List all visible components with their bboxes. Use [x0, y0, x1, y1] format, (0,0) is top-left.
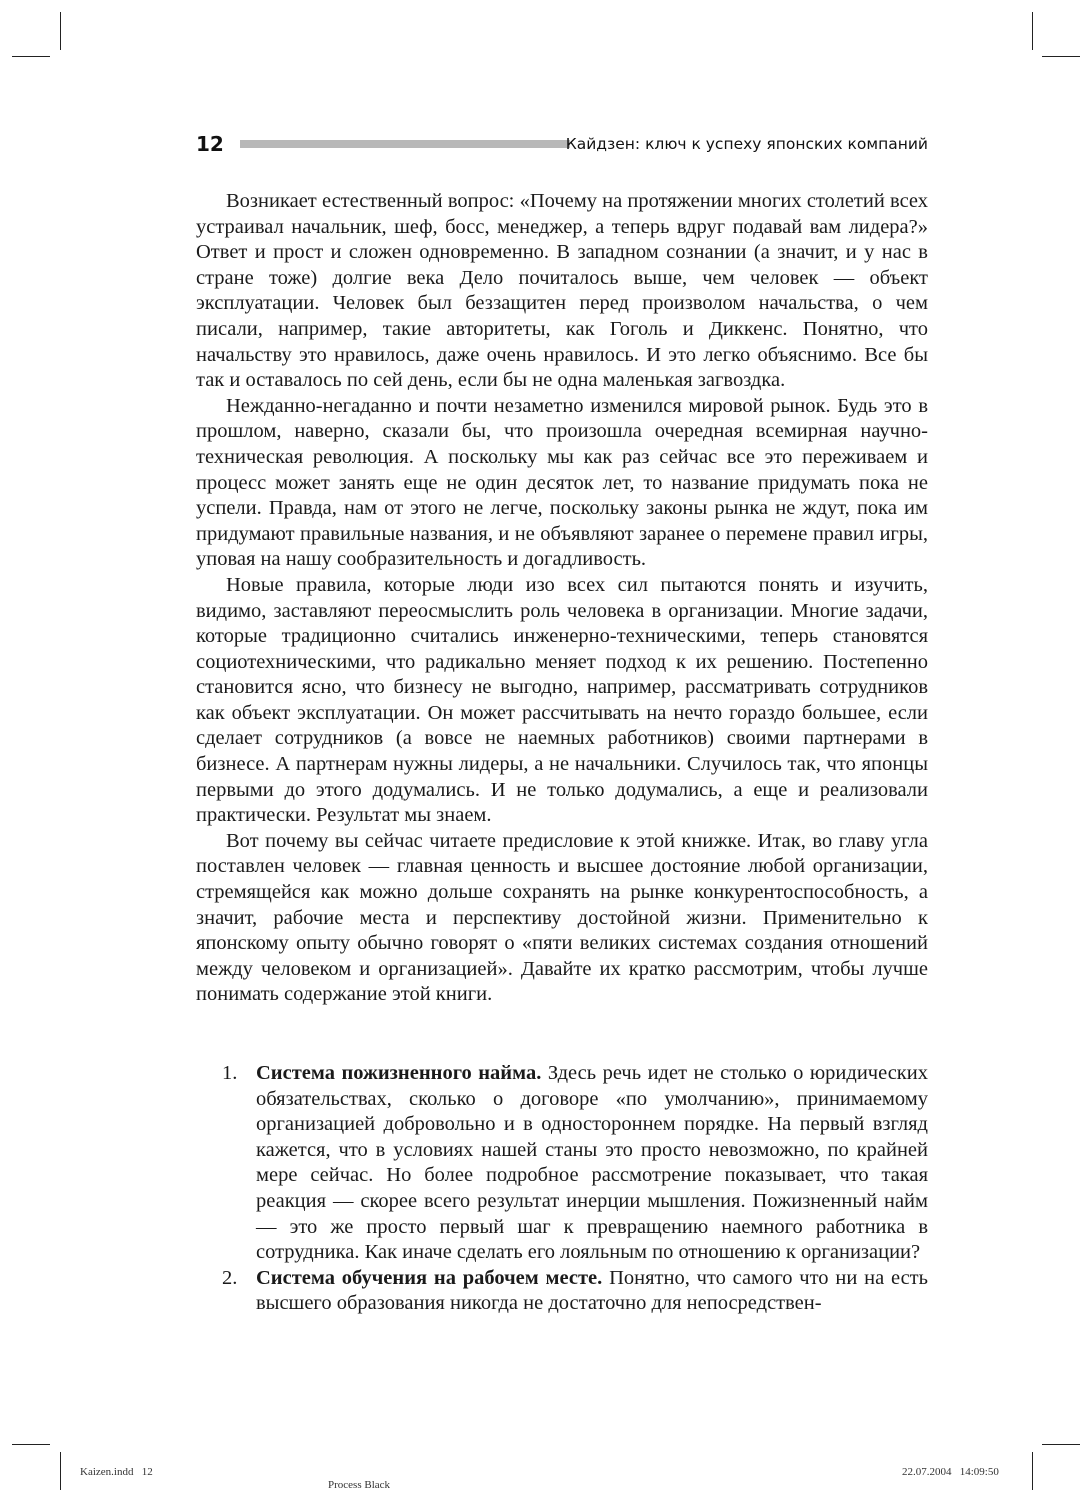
list-item-heading: Система обучения на рабочем месте. [256, 1266, 603, 1289]
list-item-text: Понятно, что самого что ни на есть высшего образования никогда не достаточно для непосредствен- [256, 1266, 928, 1315]
crop-mark-bottom-left-horizontal [12, 1444, 50, 1445]
page-header [196, 130, 928, 158]
list-item [222, 1061, 928, 1266]
paragraph: Нежданно-негаданно и почти незаметно изменился мировой рынок. Будь это в прошлом, наверно, сказали бы, что произошла очередная всемирная научно-техническая революция. А поскольку мы как раз сейчас все это переживаем и процесс может занять еще не один десяток лет, то название придумать пока не успели. Правда, нам от этого не легче, поскольку законы рынка не ждут, пока им придумают правильные названия, и не объявляют заранее о перемене правил игры, уповая на нашу сообразительность и догадливость. [196, 394, 928, 571]
numbered-list [222, 1061, 928, 1317]
running-title: Кайдзен: ключ к успеху японских компаний [565, 135, 928, 153]
list-item-number: 2. [222, 1266, 238, 1289]
body-text [196, 189, 928, 1008]
list-item [222, 1266, 928, 1317]
crop-mark-top-left-vertical [60, 12, 61, 50]
crop-mark-bottom-right-horizontal [1042, 1444, 1080, 1445]
paragraph: Новые правила, которые люди изо всех сил пытаются понять и изучить, видимо, заставляют переосмыслить роль человека в организации. Многие задачи, которые традиционно считались инженерно-техническими, теперь становятся социотехническими, что радикально меняет подход к их решению. Постепенно становится ясно, что бизнесу не выгодно, например, рассматривать сотрудников как объект эксплуатации. Он может рассчитывать на нечто гораздо большее, если сделает сотрудников (а вовсе не наемных работников) своими партнерами в бизнесе. А партнерам нужны лидеры, а не начальники. Случилось так, что японцы первыми до этого додумались. И не только додумались, а еще и реализовали практически. Результат мы знаем. [196, 573, 928, 827]
page-number: 12 [196, 132, 224, 156]
paragraph: Вот почему вы сейчас читаете предисловие к этой книжке. Итак, во главу угла поставлен человек — главная ценность и высшее достояние любой организации, стремящейся как можно дольше сохранять на рынке конкурентоспособность, а значит, рабочие места и перспективу достойной жизни. Применительно к японскому опыту обычно говорят о «пяти великих системах создания отношений между человеком и организацией». Давайте их кратко рассмотрим, чтобы лучше понимать содержание этой книги. [196, 829, 928, 1006]
slug-date: 22.07.2004 14:09:50 [902, 1466, 999, 1478]
crop-mark-top-right-vertical [1032, 12, 1033, 50]
list-item-heading: Система пожизненного найма. [256, 1062, 542, 1084]
paragraph: Возникает естественный вопрос: «Почему на протяжении многих столетий всех устраивал начальник, шеф, босс, менеджер, а теперь вдруг подавай вам лидера?» Ответ и прост и сложен одновременно. В западном сознании (а значит, и у нас в стране тоже) долгие века Дело почиталось выше, чем человек — объект эксплуатации. Человек был беззащитен перед произволом начальства, о чем писали, например, такие авторитеты, как Гоголь и Диккенс. Понятно, что начальству это нравилось, даже очень нравилось. И это легко объяснимо. Все бы так и оставалось по сей день, если бы не одна маленькая загвоздка. [196, 190, 928, 392]
list-item-number: 1. [222, 1062, 238, 1084]
crop-mark-top-right-horizontal [1042, 56, 1080, 57]
crop-mark-top-left-horizontal [12, 56, 50, 57]
slug-file-name: Kaizen.indd 12 [80, 1466, 153, 1478]
crop-mark-bottom-right-vertical [1032, 1452, 1033, 1490]
crop-mark-bottom-left-vertical [60, 1452, 61, 1490]
header-rule [240, 140, 570, 148]
list-item-text: Здесь речь идет не столько о юридических обязательствах, сколько о договоре «по умолчанию», принимаемому организацией добровольно и в одностороннем порядке. На первый взгляд кажется, что в условиях нашей станы это просто невозможно, по крайней мере сейчас. Но более подробное рассмотрение показывает, что такая реакция — скорее всего результат инерции мышления. Пожизненный найм — это же просто первый шаг к превращению наемного работника в сотрудника. Как иначе сделать его лояльным по отношению к организации? [256, 1062, 928, 1264]
slug-color-name: Process Black [328, 1479, 391, 1491]
